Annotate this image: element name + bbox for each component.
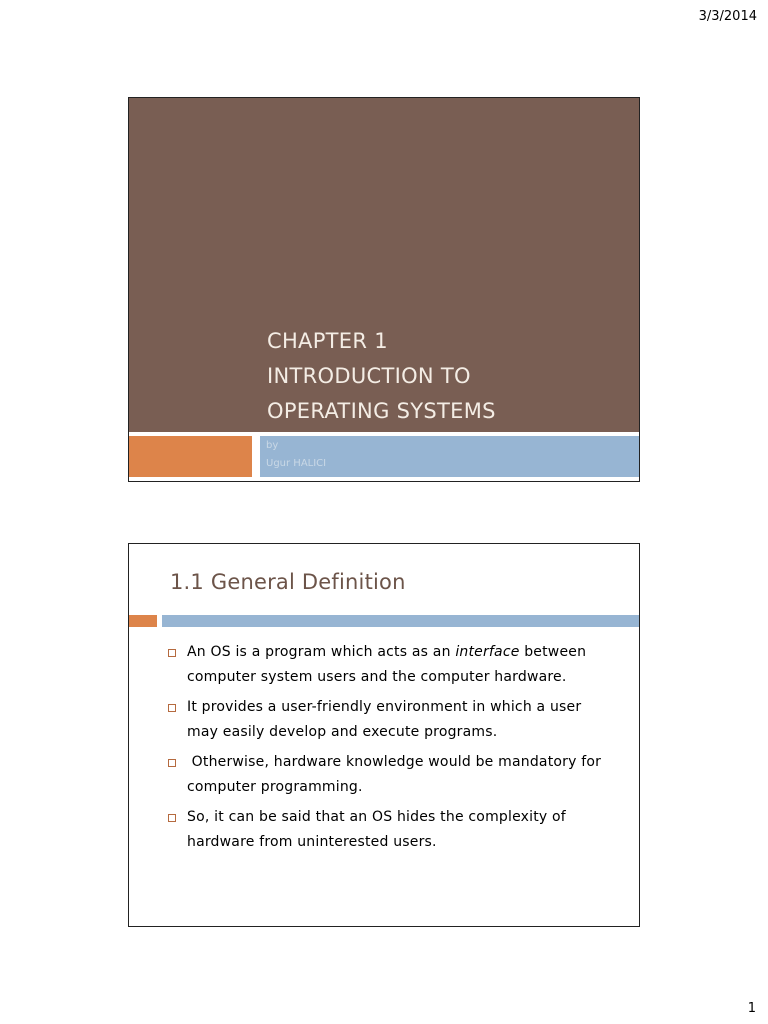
bullet-text: Otherwise, hardware knowledge would be mandatory for computer programming. [187, 754, 606, 795]
subtitle-author: Ugur HALICI [266, 458, 327, 469]
bullet-text: So, it can be said that an OS hides the complexity of hardware from uninterested users. [187, 809, 566, 850]
accent-orange-block [129, 615, 157, 627]
accent-blue-bar [162, 615, 639, 627]
bullet-item [167, 695, 607, 745]
bullet-item [167, 805, 607, 855]
slide-subtitle [266, 437, 326, 473]
title-line-3: OPERATING SYSTEMS [267, 399, 496, 423]
slide-heading: 1.1 General Definition [170, 570, 406, 594]
bullet-list [167, 640, 607, 860]
title-slide [128, 97, 640, 482]
page-number: 1 [747, 1001, 756, 1016]
square-bullet-icon [168, 704, 176, 712]
bullet-emphasis: interface [455, 644, 520, 660]
bullet-item [167, 640, 607, 690]
title-line-2: INTRODUCTION TO [267, 364, 471, 388]
square-bullet-icon [168, 649, 176, 657]
definition-slide [128, 543, 640, 927]
bullet-text-after: between computer system users and the computer hardware. [187, 644, 587, 685]
subtitle-by: by [266, 440, 279, 451]
page-date: 3/3/2014 [698, 9, 757, 24]
bullet-text-before: An OS is a program which acts as an [187, 644, 456, 660]
accent-orange-block [129, 436, 252, 477]
square-bullet-icon [168, 759, 176, 767]
title-line-1: CHAPTER 1 [267, 329, 388, 353]
slide-title [267, 324, 496, 429]
bullet-item [167, 750, 607, 800]
bullet-text: It provides a user-friendly environment in which a user may easily develop and execute programs. [187, 699, 582, 740]
square-bullet-icon [168, 814, 176, 822]
